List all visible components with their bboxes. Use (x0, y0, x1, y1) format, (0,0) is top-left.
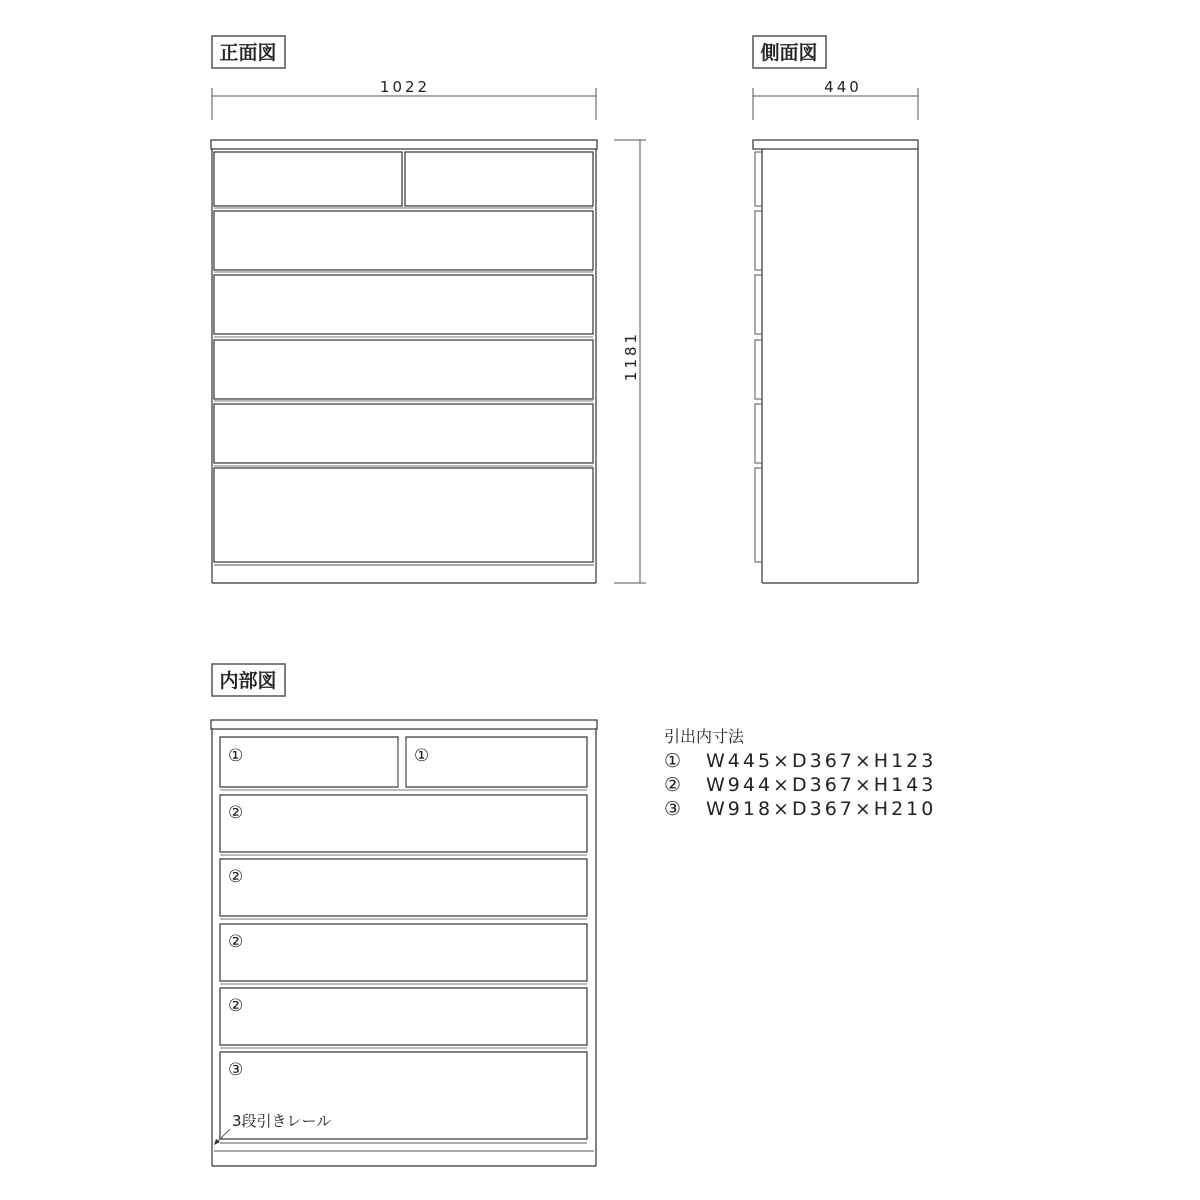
front-view (211, 36, 646, 583)
spec-mark: ③ (664, 798, 685, 820)
side-view-title: 側面図 (760, 42, 818, 64)
spec-value: W918×D367×H210 (706, 798, 937, 820)
side-depth-dimension: 440 (824, 78, 862, 96)
front-drawer-top-right (405, 152, 593, 206)
spec-value: W445×D367×H123 (706, 750, 937, 772)
spec-heading: 引出内寸法 (664, 727, 745, 746)
rail-note: 3段引きレール (232, 1112, 332, 1130)
interior-view-title: 内部図 (219, 670, 277, 692)
interior-drawer-2 (220, 795, 587, 852)
front-view-title: 正面図 (219, 42, 277, 64)
front-top-board (211, 140, 597, 149)
rail-note-leader (217, 1129, 230, 1142)
interior-drawer-top-left (220, 737, 398, 787)
interior-drawer-label: ① (228, 746, 244, 766)
front-drawer-gaps (214, 208, 593, 466)
interior-drawer-gaps (220, 790, 587, 1048)
side-view (753, 36, 918, 583)
drawer-spec (664, 727, 936, 820)
spec-value: W944×D367×H143 (706, 774, 937, 796)
spec-mark: ① (664, 750, 685, 772)
interior-drawer-3 (220, 859, 587, 916)
front-width-dimension: 1022 (379, 78, 431, 96)
front-height-dimension: 1181 (622, 330, 640, 382)
interior-drawer-label: ② (228, 867, 244, 887)
front-drawer-top-left (214, 152, 402, 206)
front-drawer-2 (214, 211, 593, 270)
interior-drawer-4 (220, 924, 587, 981)
interior-drawer-label: ② (228, 932, 244, 952)
front-drawer-6 (214, 468, 593, 562)
front-drawer-5 (214, 404, 593, 463)
interior-drawer-label: ② (228, 996, 244, 1016)
interior-drawer-label: ③ (228, 1060, 244, 1080)
interior-drawer-5 (220, 988, 587, 1045)
side-top-board (753, 140, 918, 149)
spec-mark: ② (664, 774, 685, 796)
interior-view (211, 664, 597, 1166)
side-drawer-profiles (755, 152, 762, 562)
interior-top-board (211, 720, 597, 729)
front-drawer-4 (214, 340, 593, 399)
front-drawer-3 (214, 275, 593, 334)
interior-drawer-label: ① (414, 746, 430, 766)
interior-drawer-top-right (406, 737, 587, 787)
interior-drawer-label: ② (228, 803, 244, 823)
